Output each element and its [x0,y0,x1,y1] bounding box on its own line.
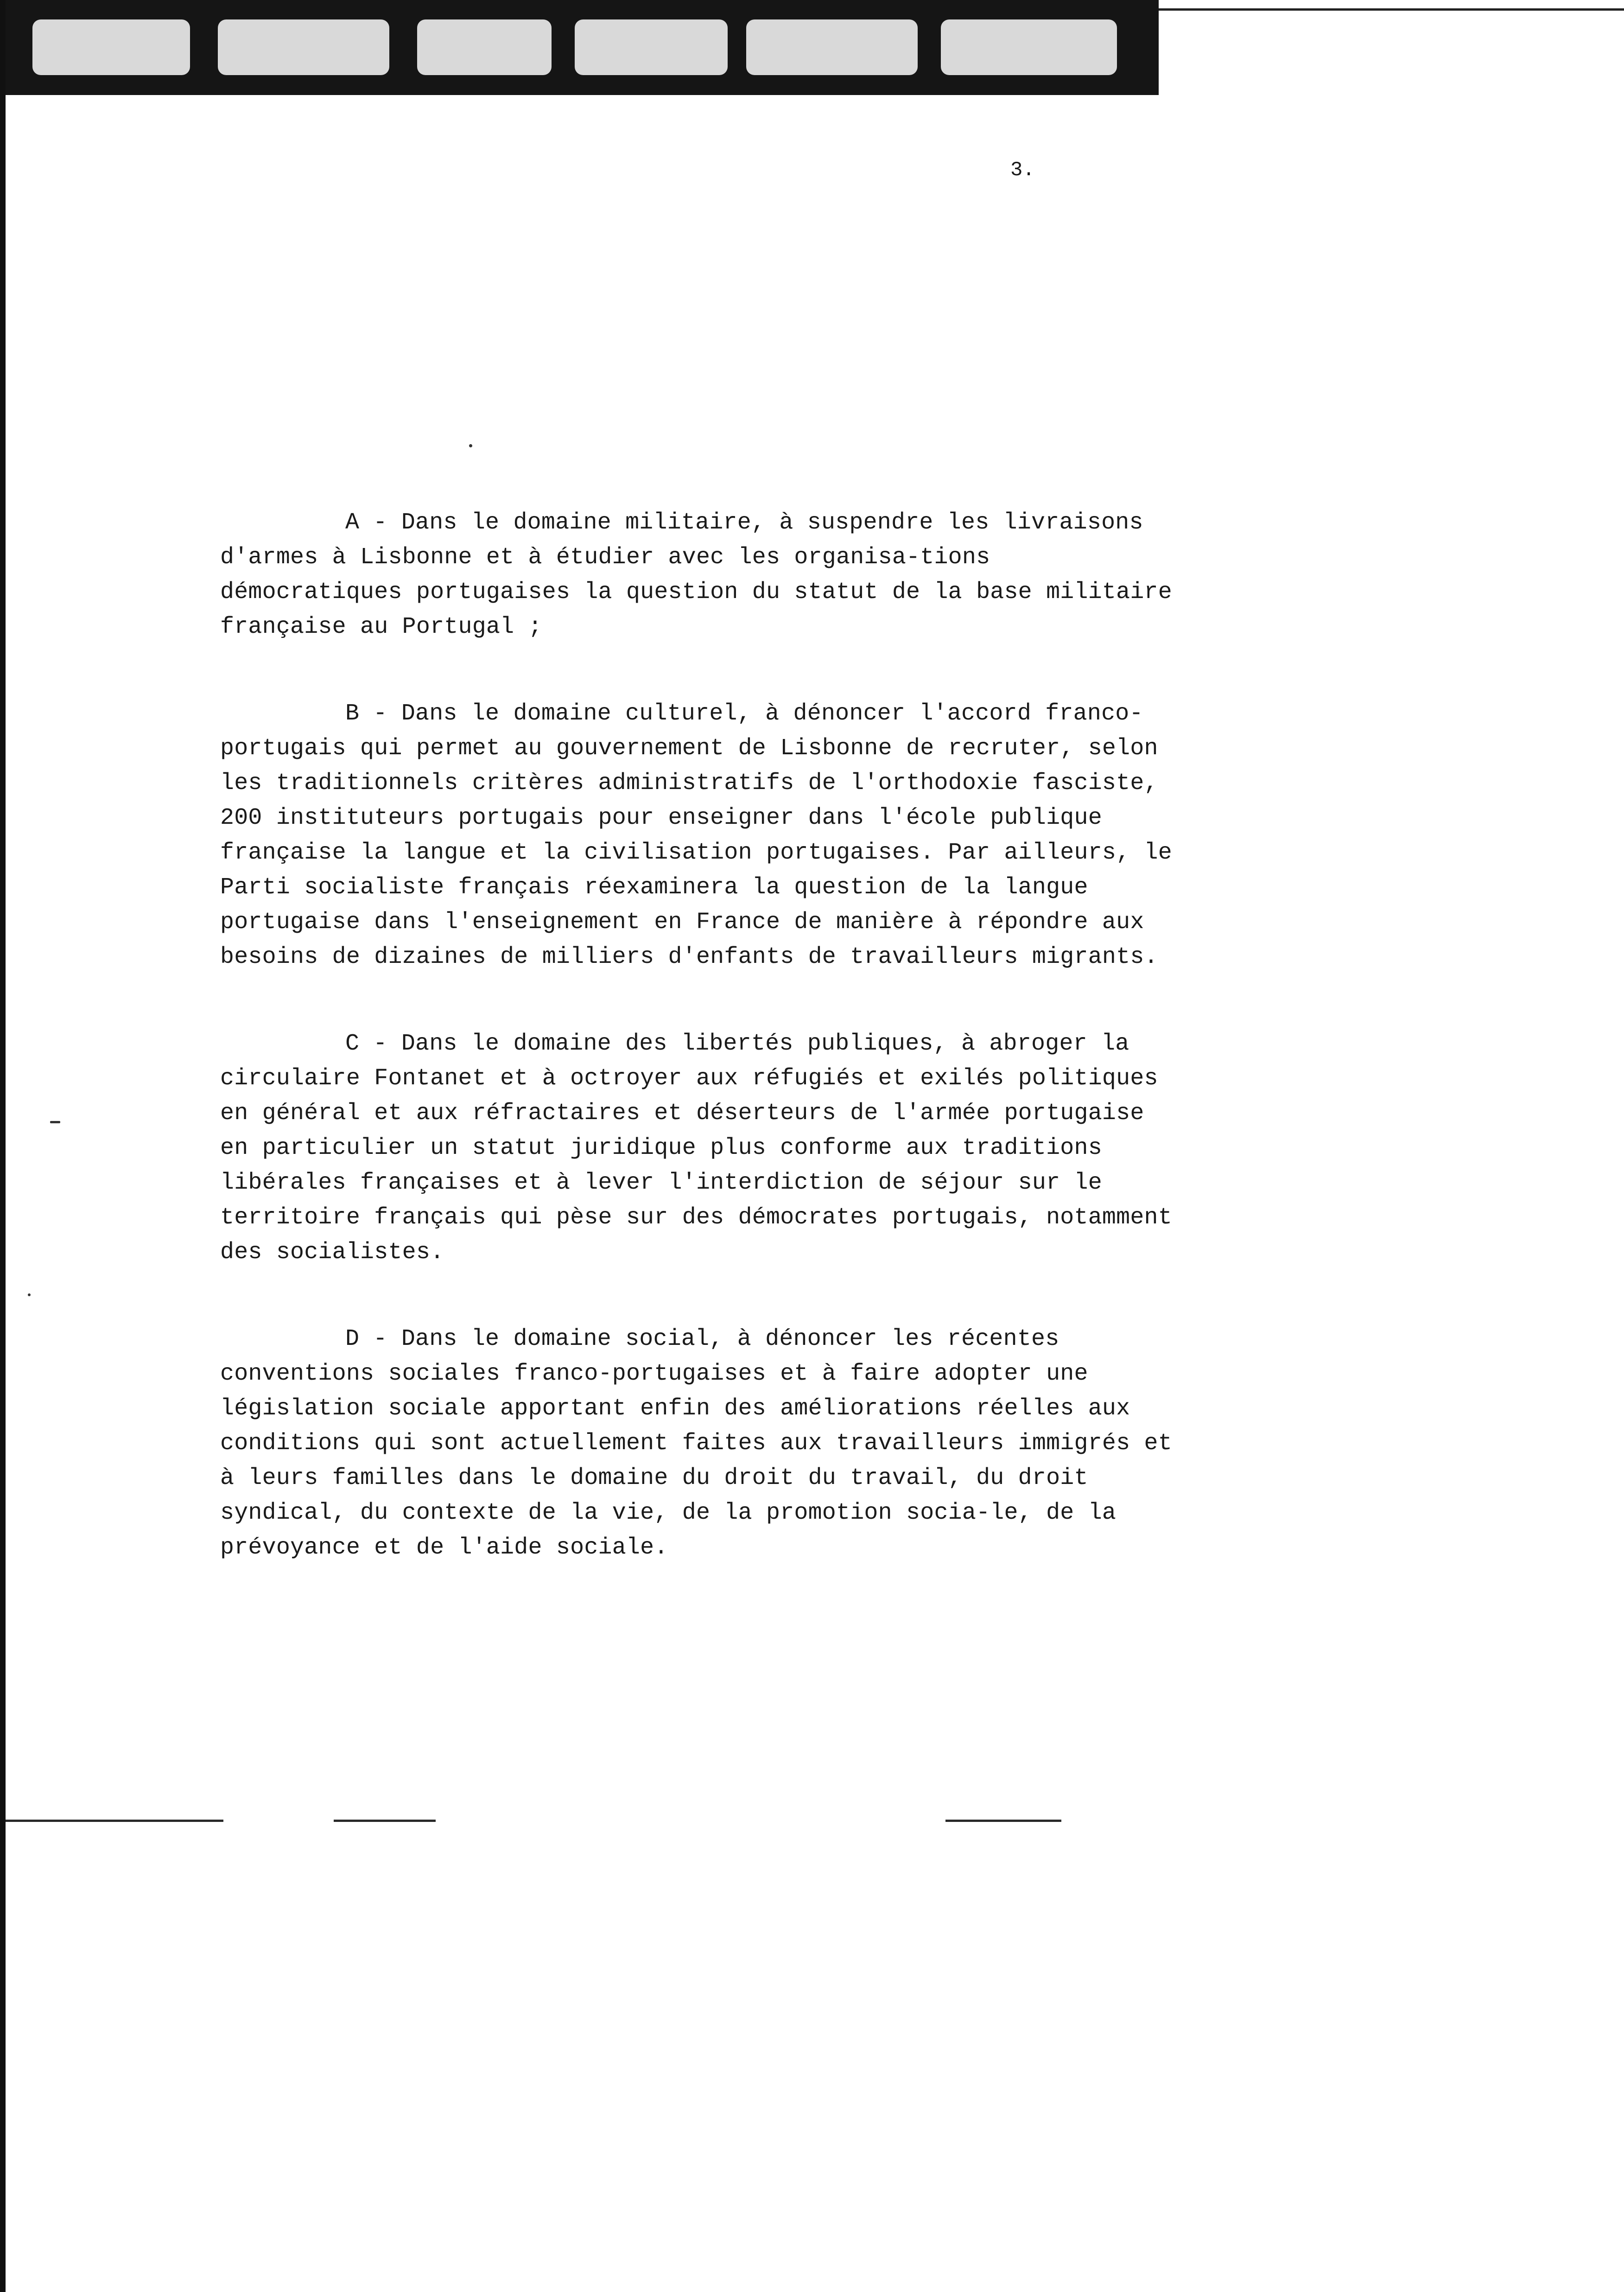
paragraph-b: B - Dans le domaine culturel, à dénoncer l'accord franco-portugais qui permet au gouvernement de Lisbonne de recruter, selon les traditionnels critères administratifs de l'orthodoxie fasciste, 200 instituteurs portugais pour enseigner dans l'école publique française la langue et la civilisation portugaises. Par ailleurs, le Parti socialiste français réexaminera la question de la langue portugaise dans l'enseignement en France de manière à répondre aux besoins de dizaines de milliers d'enfants de travailleurs migrants. [220,700,1172,970]
scan-hole [575,19,728,75]
scan-hole [746,19,918,75]
scan-hole [32,19,190,75]
scan-hole [218,19,389,75]
scan-speck [28,1293,31,1296]
scan-top-bar [0,0,1159,95]
scan-hole [417,19,552,75]
scan-bottom-rule [6,1820,223,1822]
scan-bottom-rule [334,1820,436,1822]
paragraph-a: A - Dans le domaine militaire, à suspendre les livraisons d'armes à Lisbonne et à étudier avec les organisa-tions démocratiques portugaises la question du statut de la base militaire française au Portugal ; [220,509,1172,640]
scan-bottom-rule [945,1820,1061,1822]
scan-hole [941,19,1117,75]
paragraph-d: D - Dans le domaine social, à dénoncer les récentes conventions sociales franco-portugaises et à faire adopter une législation sociale apportant enfin des améliorations réelles aux conditions qui sont actuellement faites aux travailleurs immigrés et à leurs familles dans le domaine du droit du travail, du droit syndical, du contexte de la vie, de la promotion socia-le, de la prévoyance et de l'aide sociale. [220,1326,1172,1561]
document-body [220,505,1184,1565]
paragraph-c: C - Dans le domaine des libertés publiques, à abroger la circulaire Fontanet et à octroyer aux réfugiés et exilés politiques en général et aux réfractaires et déserteurs de l'armée portugaise en particulier un statut juridique plus conforme aux traditions libérales françaises et à lever l'interdiction de séjour sur le territoire français qui pèse sur des démocrates portugais, notamment des socialistes. [220,1031,1172,1266]
scan-left-edge [0,0,6,2292]
scan-speck [469,444,472,447]
scan-top-line [1159,8,1624,11]
page-number: 3. [1010,159,1035,182]
scan-speck [50,1121,60,1123]
